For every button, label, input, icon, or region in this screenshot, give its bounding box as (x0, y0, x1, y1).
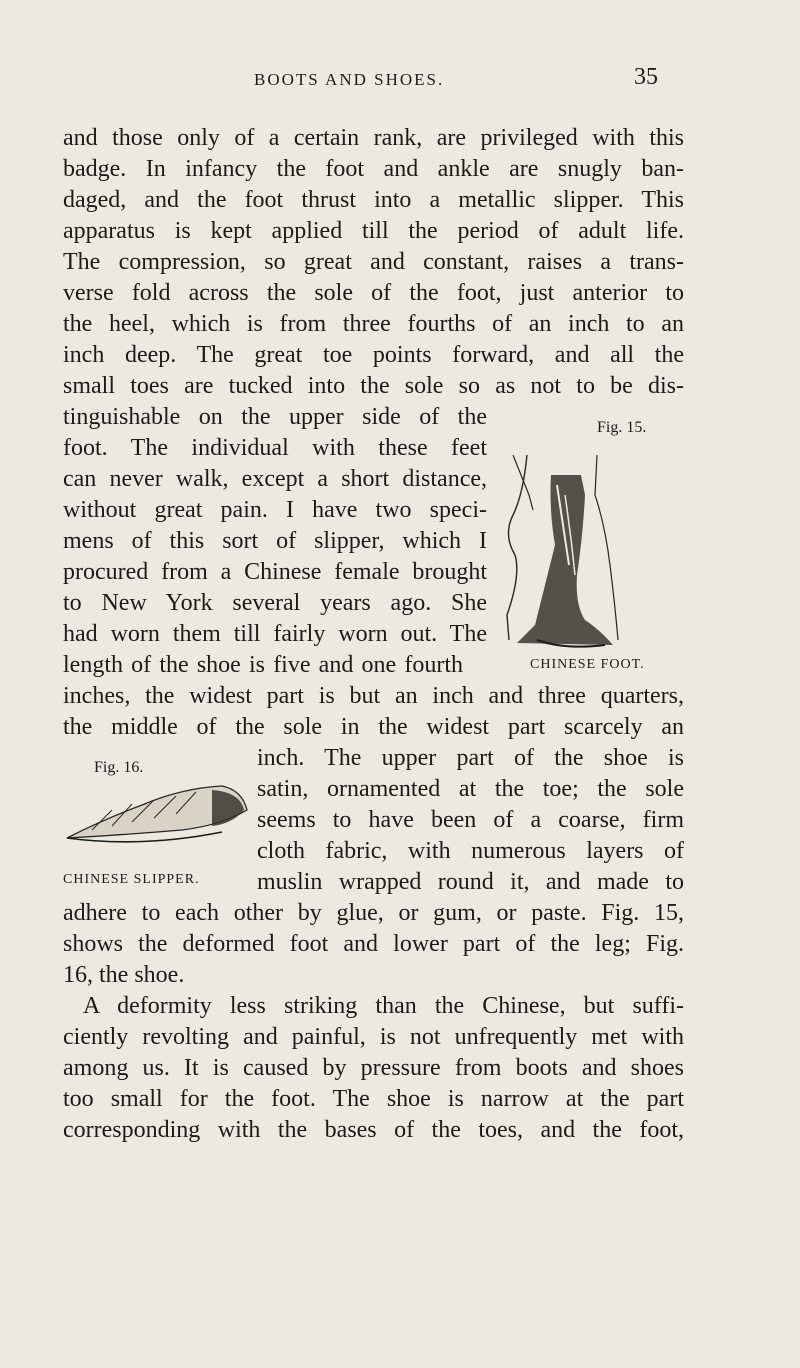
text-line: seems to have been of a coarse, firm (257, 807, 684, 833)
page-number: 35 (634, 64, 658, 90)
text-line: to New York several years ago. She (63, 590, 487, 616)
text-line: adhere to each other by glue, or gum, or paste. Fig. 15, (63, 900, 684, 926)
chinese-slipper-illustration (62, 780, 252, 850)
fig15-caption: CHINESE FOOT. (530, 657, 645, 672)
text-line: small toes are tucked into the sole so as not to be dis- (63, 373, 684, 399)
text-line: tinguishable on the upper side of the (63, 404, 487, 430)
text-line: apparatus is kept applied till the period of adult life. (63, 218, 684, 244)
text-line: shows the deformed foot and lower part of the leg; Fig. (63, 931, 684, 957)
text-line: had worn them till fairly worn out. The (63, 621, 487, 647)
text-line: A deformity less striking than the Chinese, but suffi- (83, 993, 684, 1019)
text-line: can never walk, except a short distance, (63, 466, 487, 492)
text-line: inch deep. The great toe points forward, and all the (63, 342, 684, 368)
text-line: muslin wrapped round it, and made to (257, 869, 684, 895)
text-line: daged, and the foot thrust into a metallic slipper. This (63, 187, 684, 213)
text-line: ciently revolting and painful, is not unfrequently met with (63, 1024, 684, 1050)
text-line: corresponding with the bases of the toes, and the foot, (63, 1117, 684, 1143)
text-line: verse fold across the sole of the foot, just anterior to (63, 280, 684, 306)
text-line: The compression, so great and constant, raises a trans- (63, 249, 684, 275)
chinese-foot-illustration (505, 455, 620, 650)
text-line: too small for the foot. The shoe is narrow at the part (63, 1086, 684, 1112)
running-head (0, 64, 800, 100)
text-line: mens of this sort of slipper, which I (63, 528, 487, 554)
text-line: 16, the shoe. (63, 962, 185, 988)
text-line: inches, the widest part is but an inch and three quarters, (63, 683, 684, 709)
text-line: without great pain. I have two speci- (63, 497, 487, 523)
text-line: cloth fabric, with numerous layers of (257, 838, 684, 864)
text-line: the heel, which is from three fourths of an inch to an (63, 311, 684, 337)
text-line: inch. The upper part of the shoe is (257, 745, 684, 771)
text-line: procured from a Chinese female brought (63, 559, 487, 585)
text-line: and those only of a certain rank, are privileged with this (63, 125, 684, 151)
fig16-caption: CHINESE SLIPPER. (63, 872, 200, 887)
running-title: BOOTS AND SHOES. (254, 70, 445, 89)
fig15-label: Fig. 15. (597, 419, 647, 436)
text-line: satin, ornamented at the toe; the sole (257, 776, 684, 802)
fig16-label: Fig. 16. (94, 759, 144, 776)
text-line: badge. In infancy the foot and ankle are snugly ban- (63, 156, 684, 182)
text-line: the middle of the sole in the widest part scarcely an (63, 714, 684, 740)
text-line: among us. It is caused by pressure from boots and shoes (63, 1055, 684, 1081)
text-line: length of the shoe is five and one fourth (63, 652, 463, 678)
text-line: foot. The individual with these feet (63, 435, 487, 461)
